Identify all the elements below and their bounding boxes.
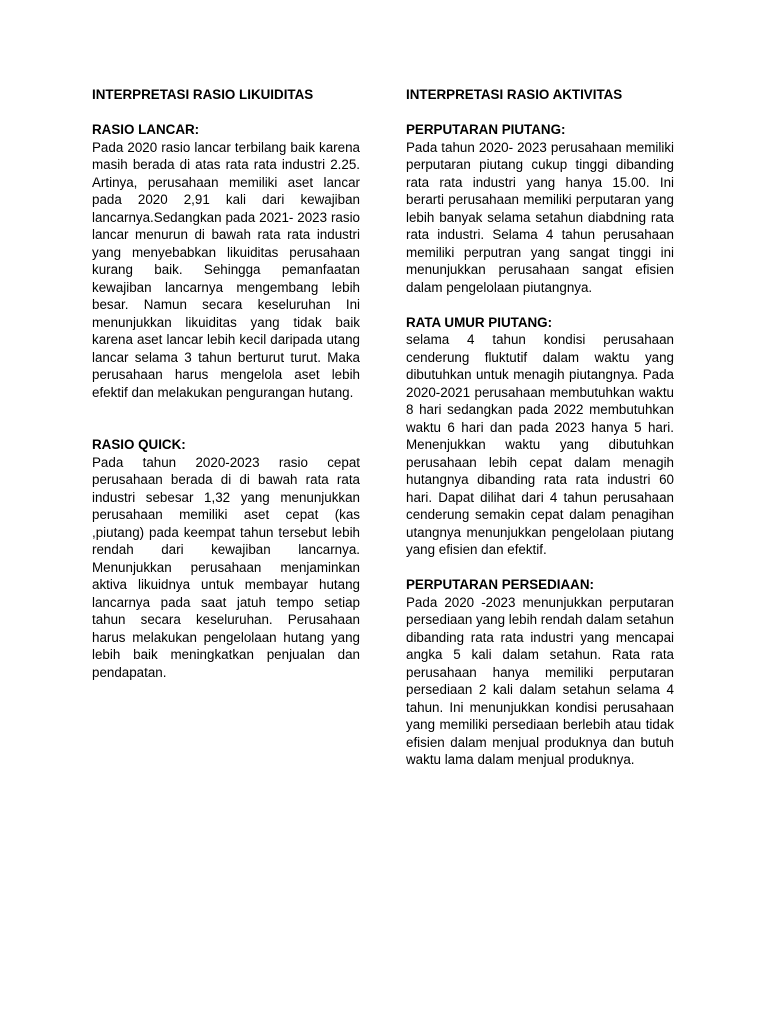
right-column bbox=[406, 86, 674, 769]
section-heading: RASIO QUICK: bbox=[92, 437, 186, 452]
section-perputaran-persediaan bbox=[406, 576, 674, 769]
section-rasio-quick bbox=[92, 436, 360, 681]
section-spacer bbox=[92, 401, 360, 436]
section-heading: PERPUTARAN PIUTANG: bbox=[406, 122, 566, 137]
section-body: Pada 2020 rasio lancar terbilang baik karena masih berada di atas rata rata industri 2.25. Artinya, perusahaan memiliki aset lancar pada 2020 2,91 kali dari kewajiban lancarnya.Sedangkan pada 2021- 2023 rasio lancar menurun di bawah rata rata industri yang menyebabkan likuiditas perusahaan kurang baik. Sehingga pemanfaatan kewajiban lancarnya mengembang lebih besar. Namun secara keseluruhan Ini menunjukkan likuiditas yang tidak baik karena aset lancar lebih kecil daripada utang lancar selama 3 tahun berturut turut. Maka perusahaan harus mengelola aset lebih efektif dan melakukan pengurangan hutang. bbox=[92, 139, 360, 400]
section-perputaran-piutang bbox=[406, 121, 674, 296]
right-column-title: INTERPRETASI RASIO AKTIVITAS bbox=[406, 87, 623, 102]
left-column-title: INTERPRETASI RASIO LIKUIDITAS bbox=[92, 87, 314, 102]
section-body: selama 4 tahun kondisi perusahaan cenderung fluktutif dalam waktu yang dibutuhkan untuk menagih piutangnya. Pada 2020-2021 perusahaan membutuhkan waktu 8 hari sedangkan pada 2022 membutuhkan waktu 6 hari dan pada 2023 hanya 5 hari. Menenjukkan waktu yang dibutuhkan perusahaan lebih cepat dalam menagih hutangnya dibanding rata rata industri 60 hari. Dapat dilihat dari 4 tahun perusahaan cenderung semakin cepat dalam penagihan utangnya menunjukkan pengelolaan piutang yang efisien dan efektif. bbox=[406, 332, 674, 557]
section-rasio-lancar bbox=[92, 121, 360, 401]
section-body: Pada 2020 -2023 menunjukkan perputaran persediaan yang lebih rendah dalam setahun dibanding rata rata industri yang mencapai angka 5 kali dalam setahun. Rata rata perusahaan hanya memiliki perputaran persediaan 2 kali dalam setahun selama 4 tahun. Ini menunjukkan kondisi perusahaan yang memiliki persediaan berlebih atau tidak efisien dalam menjual produknya dan butuh waktu lama dalam menjual produknya. bbox=[406, 594, 675, 767]
section-heading: PERPUTARAN PERSEDIAAN: bbox=[406, 577, 594, 592]
section-body: Pada tahun 2020- 2023 perusahaan memiliki perputaran piutang cukup tinggi dibanding rata rata industri yang hanya 15.00. Ini berarti perusahaan memiliki perputaran yang lebih banyak selama setahun diabdning rata rata industri. Selama 4 tahun perusahaan memiliki perputran yang sangat tinggi ini menunjukkan perusahaan sangat efisien dalam pengelolaan piutangnya. bbox=[406, 139, 674, 295]
section-spacer bbox=[406, 296, 674, 314]
section-body: Pada tahun 2020-2023 rasio cepat perusahaan berada di di bawah rata rata industri sebesar 1,32 yang menunjukkan perusahaan memiliki aset cepat (kas ,piutang) pada keempat tahun tersebut lebih rendah dari kewajiban lancarnya. Menunjukkan perusahaan menjaminkan aktiva likuidnya untuk membayar hutang lancarnya pada saat jatuh tempo setiap tahun secara keseluruhan. Perusahaan harus melakukan pengelolaan hutang yang lebih baik meningkatkan penjualan dan pendapatan. bbox=[92, 454, 360, 680]
left-column bbox=[92, 86, 360, 681]
section-heading: RASIO LANCAR: bbox=[92, 122, 200, 137]
section-rata-umur-piutang bbox=[406, 314, 674, 559]
section-heading: RATA UMUR PIUTANG: bbox=[406, 314, 553, 330]
section-spacer bbox=[406, 559, 674, 577]
